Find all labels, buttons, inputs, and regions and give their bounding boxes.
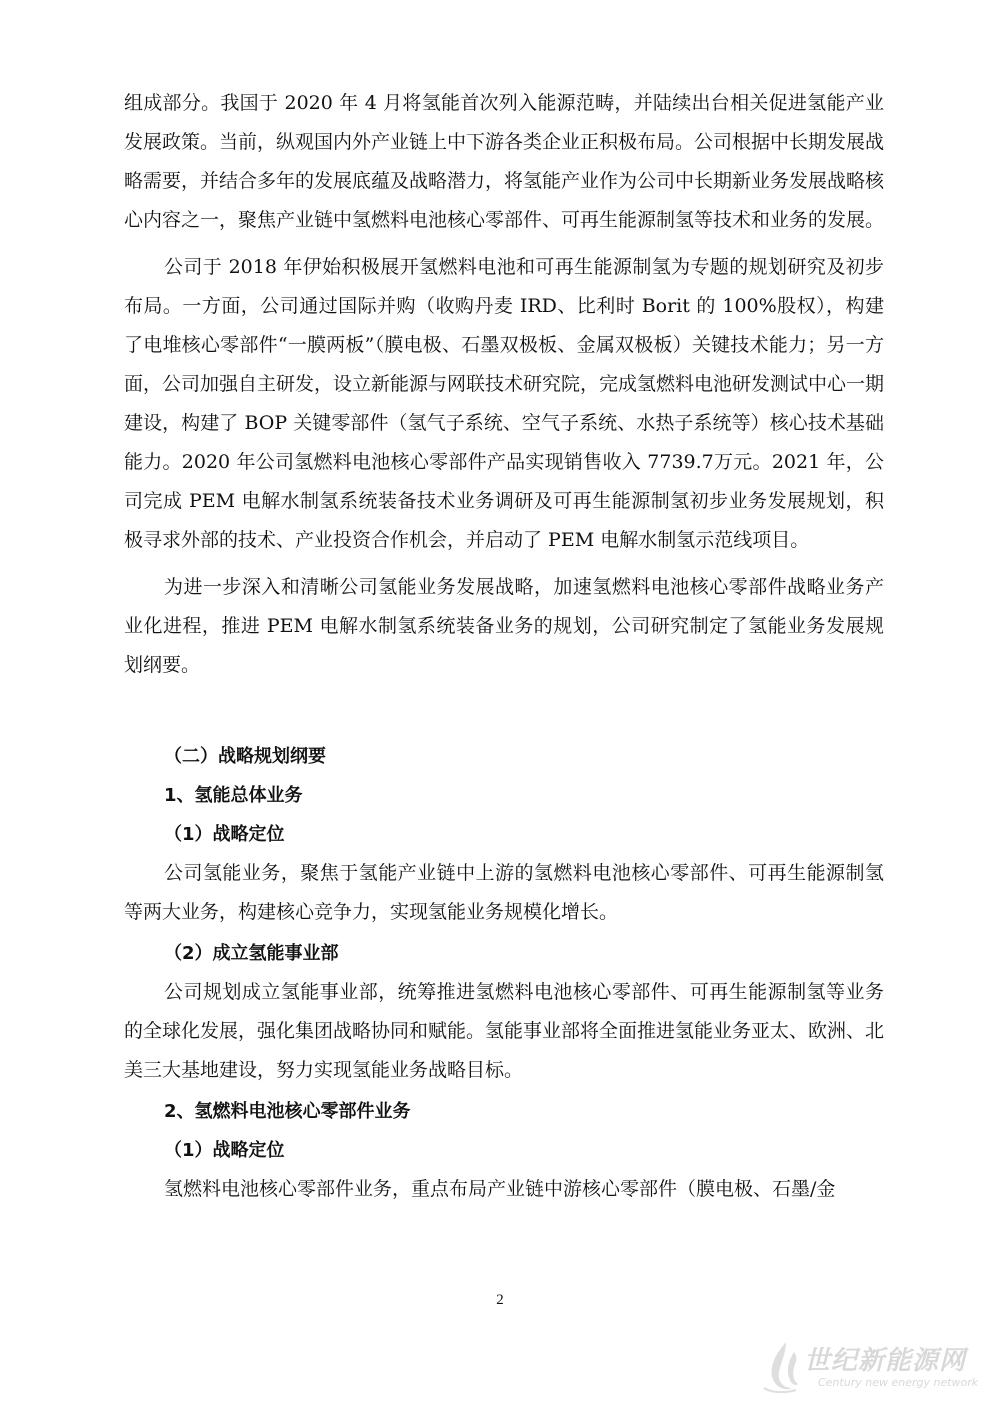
part1-sub2-heading: （2）成立氢能事业部 <box>164 943 339 964</box>
watermark <box>756 1336 986 1396</box>
part1-heading: 1、氢能总体业务 <box>164 785 303 806</box>
part2-sub1-heading: （1）战略定位 <box>164 1140 285 1161</box>
part1-sub1-body: 公司氢能业务，聚焦于氢能产业链中上游的氢燃料电池核心零部件、可再生能源制氢等两大业务，构建核心竞争力，实现氢能业务规模化增长。 <box>124 862 884 923</box>
watermark-subtitle: Century new energy network <box>818 1376 979 1389</box>
document-body <box>124 84 884 1211</box>
paragraph-history: 公司于 2018 年伊始积极展开氢燃料电池和可再生能源制氢为专题的规划研究及初步布局。一方面，公司通过国际并购（收购丹麦 IRD、比利时 Borit 的 100%股权），构建了电堆核心零部件“一膜两板”（膜电极、石墨双极板、金属双极板）关键技术能力；另一方面，公司加强自主研发，设立新能源与网联技术研究院，完成氢燃料电池研发测试中心一期建设，构建了 BOP 关键零部件（氢气子系统、空气子系统、水热子系统等）核心技术基础能力。2020 年公司氢燃料电池核心零部件产品实现销售收入 7739.7万元。2021 年，公司完成 PEM 电解水制氢系统装备技术业务调研及可再生能源制氢初步业务发展规划，积极寻求外部的技术、产业投资合作机会，并启动了 PEM 电解水制氢示范线项目。 <box>124 256 885 551</box>
part2-heading: 2、氢燃料电池核心零部件业务 <box>164 1101 411 1122</box>
section-heading: （二）战略规划纲要 <box>164 746 326 767</box>
paragraph-intro-continuation: 组成部分。我国于 2020 年 4 月将氢能首次列入能源范畴，并陆续出台相关促进氢能产业发展政策。当前，纵观国内外产业链上中下游各类企业正积极布局。公司根据中长期发展战略需要，并结合多年的发展底蕴及战略潜力，将氢能产业作为公司中长期新业务发展战略核心内容之一，聚焦产业链中氢燃料电池核心零部件、可再生能源制氢等技术和业务的发展。 <box>124 92 885 231</box>
flame-logo-icon <box>756 1338 806 1394</box>
part1-sub2-body: 公司规划成立氢能事业部，统筹推进氢燃料电池核心零部件、可再生能源制氢等业务的全球化发展，强化集团战略协同和赋能。氢能事业部将全面推进氢能业务亚太、欧洲、北美三大基地建设，努力实现氢能业务战略目标。 <box>124 981 885 1081</box>
part1-sub1-heading: （1）战略定位 <box>164 824 285 845</box>
paragraph-purpose: 为进一步深入和清晰公司氢能业务发展战略，加速氢燃料电池核心零部件战略业务产业化进程，推进 PEM 电解水制氢系统装备业务的规划，公司研究制定了氢能业务发展规划纲要。 <box>124 576 884 676</box>
part2-sub1-body: 氢燃料电池核心零部件业务，重点布局产业链中游核心零部件（膜电极、石墨/金 <box>164 1178 836 1200</box>
page-number: 2 <box>496 1292 504 1308</box>
watermark-text: 世纪新能源网 <box>804 1346 967 1376</box>
section-spacer <box>124 693 884 737</box>
